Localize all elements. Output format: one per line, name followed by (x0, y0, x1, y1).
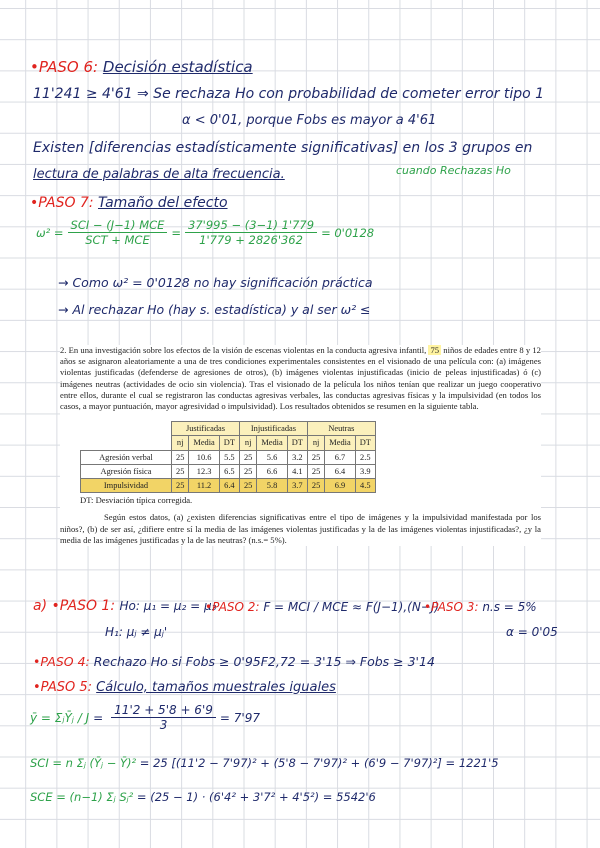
table-row-highlighted (81, 479, 376, 493)
table-cell: 2.5 (355, 450, 375, 464)
subheader-nj: nj (239, 436, 256, 450)
subheader-media: Media (257, 436, 287, 450)
table-row (81, 450, 376, 464)
paso6-title: Decisión estadística (102, 58, 253, 76)
paso2-expr: F = MCI / MCE ≈ F(J−1),(N−J) (263, 600, 440, 614)
paso5-prefix: •PASO 5: (33, 680, 93, 695)
row-label: Agresión física (81, 464, 172, 478)
group-header: Justificadas (172, 422, 240, 436)
results-table (80, 421, 376, 493)
problem-statement (60, 345, 541, 546)
table-subheader-row (81, 436, 376, 450)
grand-mean-lhs: ȳ = ΣⱼȲⱼ / J (30, 710, 90, 725)
paso6-note: cuando Rechazas Ho (396, 164, 511, 177)
paso4-prefix: •PASO 4: (33, 654, 90, 669)
subheader-nj: nj (307, 436, 324, 450)
table-cell: 25 (307, 479, 324, 493)
table-cell: 25 (239, 479, 256, 493)
paso6-line1: 11'241 ≥ 4'61 ⇒ Se rechaza Ho con probabilidad de cometer error tipo 1 (33, 86, 545, 102)
table-row (81, 464, 376, 478)
grand-mean-formula (30, 703, 260, 732)
table-cell: 5.6 (257, 450, 287, 464)
paso7-prefix: •PASO 7: (30, 195, 94, 211)
grand-mean-num: 11'2 + 5'8 + 6'9 (111, 703, 216, 718)
equals-sign: = (171, 225, 182, 240)
table-cell: 3.2 (287, 450, 307, 464)
paso6-prefix: •PASO 6: (30, 58, 99, 76)
paso1-h1: H₁: μⱼ ≠ μⱼ' (105, 625, 168, 639)
table-note: DT: Desviación típica corregida. (80, 495, 193, 506)
omega-frac2-den: 1'779 + 2826'362 (199, 233, 303, 247)
sce-lhs: SCE = (n−1) Σⱼ Sⱼ² (30, 790, 134, 804)
table-corner (81, 422, 172, 436)
paso6-line4: lectura de palabras de alta frecuencia. (33, 167, 285, 182)
problem-paragraph-2: Según estos datos, (a) ¿existen diferencias significativas entre el tipo de imágenes y la impulsividad manifestada por los niños?, (b) de ser así, ¿difiere entre sí la media de las imágenes violentas justificadas y la de las imágenes violentas injustificadas?, ¿y la media de las imágenes justificadas y la de las neutras? (n.s.= 5%). (60, 512, 541, 545)
paso7-arrow2: → Al rechazar Ho (hay s. estadística) y al ser ω² ≤ (58, 302, 371, 317)
paso7-arrow1: → Como ω² = 0'0128 no hay significación práctica (58, 275, 373, 290)
paso3-heading (424, 600, 537, 614)
table-group-header-row (81, 422, 376, 436)
subheader-media: Media (325, 436, 355, 450)
group-header: Neutras (307, 422, 375, 436)
table-cell: 6.4 (219, 479, 239, 493)
subheader-dt: DT (355, 436, 375, 450)
table-cell: 11.2 (189, 479, 219, 493)
table-cell: 6.4 (325, 464, 355, 478)
table-cell: 10.6 (189, 450, 219, 464)
paso4-heading (33, 654, 435, 669)
grand-mean-den: 3 (159, 718, 168, 732)
sample-size-highlight: 75 (430, 345, 440, 355)
paso3-alpha: α = 0'05 (506, 625, 558, 639)
omega-formula (36, 218, 374, 247)
paso5-heading (33, 680, 336, 695)
paso6-line3: Existen [diferencias estadísticamente significativas] en los 3 grupos en (33, 140, 533, 156)
part-a-label: a) (33, 598, 48, 614)
table-cell: 12.3 (189, 464, 219, 478)
subheader-dt: DT (219, 436, 239, 450)
table-cell: 4.1 (287, 464, 307, 478)
problem-para1-rest: niños de edades entre 8 y 12 años se asignaron aleatoriamente a una de tres condiciones experimentales consistentes en el visionado de una película con: (a) imágenes violentas justificadas (defenderse de agresiones de otros), (b) imágenes violentas injustificadas (inicio de peleas injustificadas) ó (c) imágenes neutras (actividades de ocio sin violencia). Tras el visionado de la película los niños tenían que realizar un juego cooperativo entre ellos, durante el cual se registraron las conductas agresivas verbales, las conductas agresivas físicas y la impulsividad (en todos los casos, a mayor puntuación, mayor agresividad o impulsividad). Los resultados obtenidos se resumen en la siguiente tabla. (60, 345, 541, 412)
paso5-title: Cálculo, tamaños muestrales iguales (96, 680, 336, 695)
paso2-heading (205, 600, 439, 614)
problem-paragraph-1 (60, 345, 541, 412)
table-cell: 6.7 (325, 450, 355, 464)
table-cell: 25 (307, 464, 324, 478)
omega-frac1-num: SCI − (J−1) MCE (68, 218, 168, 233)
omega-fraction-symbolic (68, 218, 168, 247)
subheader-dt: DT (287, 436, 307, 450)
sce-rhs: = (25 − 1) · (6'4² + 3'7² + 4'5²) = 5542'6 (136, 790, 376, 804)
table-cell: 25 (239, 450, 256, 464)
sci-formula (30, 756, 499, 770)
omega-frac1-den: SCT + MCE (85, 233, 150, 247)
table-cell: 25 (307, 450, 324, 464)
paso7-title: Tamaño del efecto (98, 195, 228, 211)
paso1-heading (33, 598, 216, 614)
sce-formula (30, 790, 376, 804)
sci-lhs: SCI = n Σⱼ (Ȳⱼ − Ȳ)² (30, 756, 137, 770)
table-cell: 4.5 (355, 479, 375, 493)
table-cell: 6.9 (325, 479, 355, 493)
subheader-media: Media (189, 436, 219, 450)
subheader-nj: nj (172, 436, 189, 450)
table-cell: 6.5 (219, 464, 239, 478)
omega-lhs: ω² = (36, 225, 64, 240)
paso2-prefix: •PASO 2: (205, 600, 260, 614)
equals-sign: = (93, 710, 104, 725)
paso7-heading (30, 195, 228, 211)
row-label: Agresión verbal (81, 450, 172, 464)
table-cell: 5.8 (257, 479, 287, 493)
table-cell: 25 (172, 479, 189, 493)
grand-mean-result: = 7'97 (219, 710, 260, 725)
table-cell: 25 (172, 450, 189, 464)
paso1-h0: Ho: μ₁ = μ₂ = μ₃ (119, 599, 217, 613)
problem-para1-start: 2. En una investigación sobre los efectos de la visión de escenas violentas en la conducta agresiva infantil, (60, 345, 427, 355)
group-header: Injustificadas (239, 422, 307, 436)
paso6-heading (30, 58, 253, 76)
table-cell: 25 (239, 464, 256, 478)
sci-rhs: = 25 [(11'2 − 7'97)² + (5'8 − 7'97)² + (6'9 − 7'97)²] = 1221'5 (139, 756, 499, 770)
table-cell: 3.7 (287, 479, 307, 493)
table-cell: 6.6 (257, 464, 287, 478)
table-corner (81, 436, 172, 450)
table-cell: 3.9 (355, 464, 375, 478)
table-cell: 5.5 (219, 450, 239, 464)
paso6-line2: α < 0'01, porque Fobs es mayor a 4'61 (182, 113, 437, 128)
paso4-text: Rechazo Ho si Fobs ≥ 0'95F2,72 = 3'15 ⇒ Fobs ≥ 3'14 (93, 654, 435, 669)
paso3-ns: n.s = 5% (482, 600, 537, 614)
row-label: Impulsividad (81, 479, 172, 493)
omega-fraction-numeric (185, 218, 317, 247)
paso1-prefix: •PASO 1: (51, 598, 116, 614)
table-cell: 25 (172, 464, 189, 478)
paso3-prefix: •PASO 3: (424, 600, 479, 614)
omega-frac2-num: 37'995 − (3−1) 1'779 (185, 218, 317, 233)
omega-result: = 0'0128 (321, 225, 375, 240)
grand-mean-fraction (111, 703, 216, 732)
